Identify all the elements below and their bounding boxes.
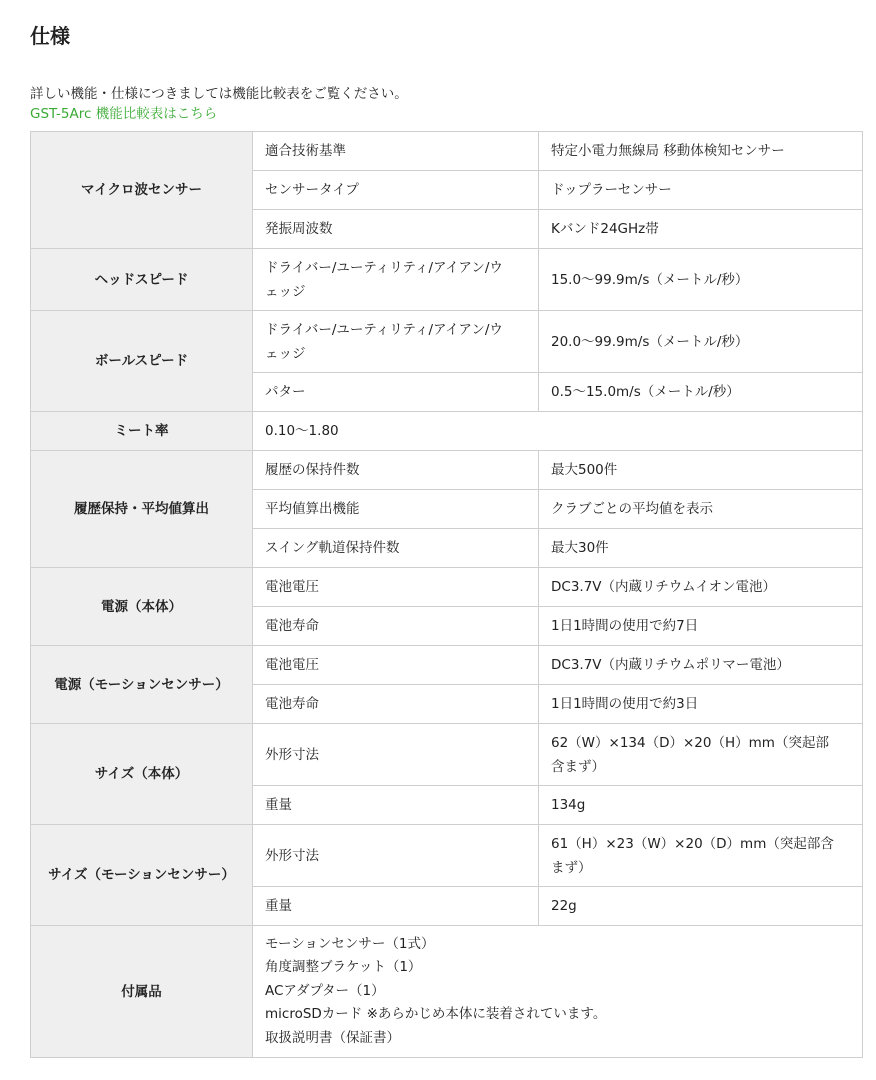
list-item: microSDカード ※あらかじめ本体に装着されています。 xyxy=(265,1006,607,1023)
spec-label: 電池寿命 xyxy=(253,685,539,724)
table-row xyxy=(31,926,863,1058)
list-item: 取扱説明書（保証書） xyxy=(265,1029,400,1046)
spec-label: ドライバー/ユーティリティ/アイアン/ウ ェッジ xyxy=(253,311,539,373)
spec-label: パター xyxy=(253,373,539,412)
table-row xyxy=(31,412,863,451)
table-row xyxy=(31,311,863,373)
list-item: ACアダプター（1） xyxy=(265,982,385,999)
spec-label: 重量 xyxy=(253,887,539,926)
spec-label: 電池寿命 xyxy=(253,607,539,646)
table-row xyxy=(31,132,863,171)
spec-label: 外形寸法 xyxy=(253,825,539,887)
row-header-microwave: マイクロ波センサー xyxy=(31,132,253,249)
spec-label: 重量 xyxy=(253,786,539,825)
spec-value: 61（H）×23（W）×20（D）mm（突起部含 まず） xyxy=(539,825,863,887)
row-header-power-motion: 電源（モーションセンサー） xyxy=(31,646,253,724)
spec-label: 電池電圧 xyxy=(253,568,539,607)
row-header-accessories: 付属品 xyxy=(31,926,253,1058)
spec-value: 134g xyxy=(539,786,863,825)
row-header-size-body: サイズ（本体） xyxy=(31,724,253,825)
spec-value: 15.0〜99.9m/s（メートル/秒） xyxy=(539,249,863,311)
intro-text: 詳しい機能・仕様につきましては機能比較表をご覧ください。 xyxy=(30,86,408,102)
row-header-headspeed: ヘッドスピード xyxy=(31,249,253,311)
spec-value: 20.0〜99.9m/s（メートル/秒） xyxy=(539,311,863,373)
spec-label: ドライバー/ユーティリティ/アイアン/ウ ェッジ xyxy=(253,249,539,311)
spec-value: 特定小電力無線局 移動体検知センサー xyxy=(539,132,863,171)
table-row xyxy=(31,825,863,887)
row-header-size-motion: サイズ（モーションセンサー） xyxy=(31,825,253,926)
list-item: 角度調整ブラケット（1） xyxy=(265,959,422,976)
spec-value: 1日1時間の使用で約3日 xyxy=(539,685,863,724)
spec-label: 適合技術基準 xyxy=(253,132,539,171)
row-header-meet: ミート率 xyxy=(31,412,253,451)
row-header-history: 履歴保持・平均値算出 xyxy=(31,451,253,568)
table-row xyxy=(31,568,863,607)
spec-label: 履歴の保持件数 xyxy=(253,451,539,490)
spec-table xyxy=(30,131,863,1058)
page-title: 仕様 xyxy=(30,24,70,48)
spec-value: 22g xyxy=(539,887,863,926)
list-item: モーションセンサー（1式） xyxy=(265,935,435,952)
spec-value: DC3.7V（内蔵リチウムポリマー電池） xyxy=(539,646,863,685)
accessories-list xyxy=(253,926,863,1058)
spec-value: クラブごとの平均値を表示 xyxy=(539,490,863,529)
spec-label: 外形寸法 xyxy=(253,724,539,786)
spec-label: スイング軌道保持件数 xyxy=(253,529,539,568)
spec-label: 平均値算出機能 xyxy=(253,490,539,529)
row-header-power-body: 電源（本体） xyxy=(31,568,253,646)
spec-value: Kバンド24GHz帯 xyxy=(539,210,863,249)
comparison-table-link[interactable]: GST-5Arc 機能比較表はこちら xyxy=(30,106,218,122)
row-header-ballspeed: ボールスピード xyxy=(31,311,253,412)
spec-label: 発振周波数 xyxy=(253,210,539,249)
spec-label: センサータイプ xyxy=(253,171,539,210)
spec-value: 62（W）×134（D）×20（H）mm（突起部 含まず） xyxy=(539,724,863,786)
table-row xyxy=(31,249,863,311)
spec-value: 最大500件 xyxy=(539,451,863,490)
spec-label: 電池電圧 xyxy=(253,646,539,685)
table-row xyxy=(31,451,863,490)
spec-value: DC3.7V（内蔵リチウムイオン電池） xyxy=(539,568,863,607)
spec-value: 1日1時間の使用で約7日 xyxy=(539,607,863,646)
spec-value: 最大30件 xyxy=(539,529,863,568)
spec-value: ドップラーセンサー xyxy=(539,171,863,210)
spec-value: 0.5〜15.0m/s（メートル/秒） xyxy=(539,373,863,412)
intro xyxy=(30,84,408,124)
table-row xyxy=(31,646,863,685)
table-row xyxy=(31,724,863,786)
spec-value: 0.10〜1.80 xyxy=(253,412,863,451)
